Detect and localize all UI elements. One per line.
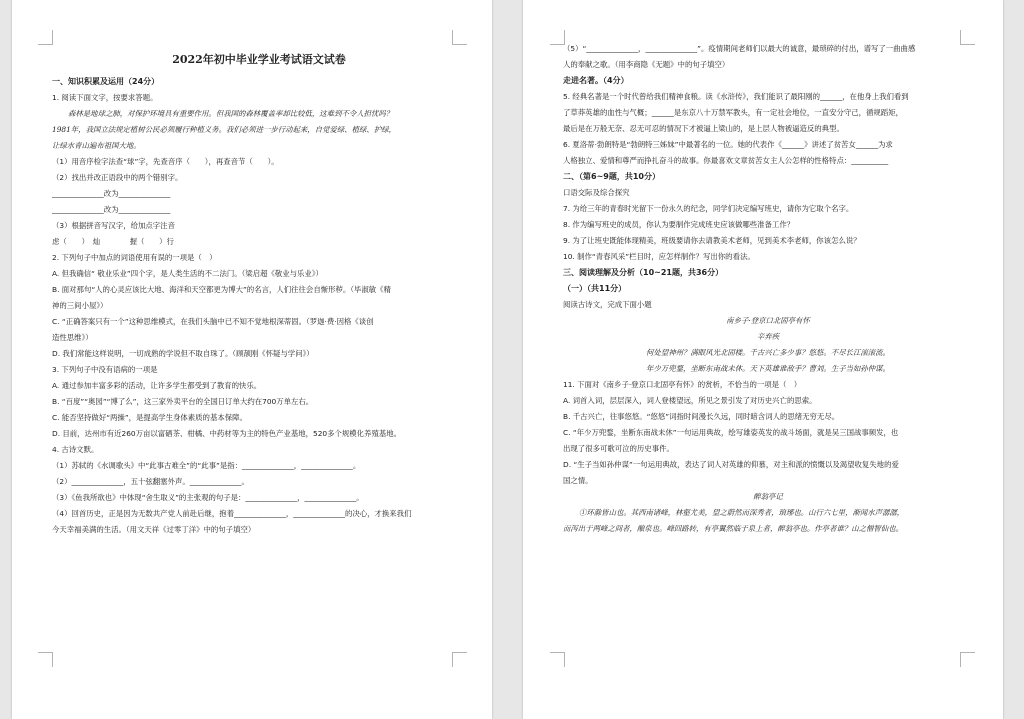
section-heading: 二、（第6~9题，共10分） [563,172,660,181]
passage-line: 让绿水青山遍布祖国大地。 [52,141,141,150]
option-b: B. 面对那句“人的心灵应该比大地、海洋和天空都更为博大”的名言，人们往往会自惭形秽。（毕淑敏《精 [52,285,391,294]
sub-question: （2）______________，五十弦翻塞外声。______________。 [52,477,249,486]
answer-blank-line: ______________改为______________ [52,205,171,214]
poem-author: 辛弃疾 [756,332,780,341]
essay-title: 醉翁亭记 [753,492,783,501]
option-d: D. 目前，达州市有近260万亩以富硒茶、柑橘、中药材等为主的特色产业基地，520多个规模化养殖基地。 [52,429,402,438]
sub-question-cont: 今天幸福美满的生活。（用文天祥《过零丁洋》中的句子填空） [52,525,256,534]
question-6: 6. 夏洛蒂·勃朗特是“勃朗特三姊妹”中最著名的一位。她的代表作《______》讲述了贫苦女______为求 [563,140,893,149]
option-c: C. 能否坚持做好“两操”，是提高学生身体素质的基本保障。 [52,413,247,422]
margin-mark-bottom-left [550,652,565,667]
option-d: D. “生子当如孙仲谋”一句运用典故，表达了词人对英雄的仰慕，对主和派的愤慨以及渴望收复失地的爱 [563,460,899,469]
question-1: 1. 阅读下面文字，按要求答题。 [52,93,158,102]
question-2: 2. 下列句子中加点的词语使用有误的一项是（ ） [52,253,217,262]
passage-line: 1981年，我国立法规定植树公民必须履行种植义务。我们必须进一步行动起来，自觉爱绿、植绿、护绿， [52,125,397,134]
option-b: B. “百度”“奥园”“博了么”，这三家外卖平台的全国日订单大约在700万单左右。 [52,397,314,406]
page-right [523,0,1003,719]
sub-question: （1）苏轼的《水调歌头》中“此事古难全”的“此事”是指：______________，______________。 [52,461,361,470]
sub-question: （5）“______________，______________”。疫情期间老师们以最大的诚意，最琐碎的付出，谱写了一曲曲感 [563,44,916,53]
page-left [12,0,492,719]
option-d: D. 我们常能这样说明，一切成熟的学说但不取自珠了。（顾颉刚《怀疑与学问》） [52,349,314,358]
poem-line: 何处望神州？满眼风光北固楼。千古兴亡多少事？悠悠。不尽长江滚滚流。 [646,348,890,357]
section-heading: 一、知识积累及运用（24分） [52,77,160,86]
question-10: 10. 制作“青春风采”栏目时，应怎样制作？写出你的看法。 [563,252,755,261]
question-5-cont: 最后是在万般无奈、忍无可忍的情况下才被逼上梁山的，是上层人物被逼造反的典型。 [563,124,844,133]
document-title: 2022年初中毕业学业考试语文试卷 [172,53,346,66]
option-a: A. 但我确信“ 敬业乐业”四个字，是人类生活的不二法门。（梁启超《敬业与乐业》） [52,269,323,278]
option-b-cont: 神的三间小屋》） [52,301,108,310]
option-c: C. “年少万兜鍪，坐断东南战未休”一句运用典故，绘写雄姿英发的战斗场面，就是吴三国战事频发，也 [563,428,899,437]
sub-question: （2）找出并改正语段中的两个错别字。 [52,173,183,182]
sub-question: （1）用音序检字法查“球”字，先查音序（ ），再查音节（ ）。 [52,157,279,166]
poem-line: 年少万兜鍪，坐断东南战未休。天下英雄谁敌手？曹刘。生子当如孙仲谋。 [646,364,890,373]
sub-question: （3）《鱼我所欲也》中体现“舍生取义”的主张观的句子是：______________，______________。 [52,493,364,502]
sub-question-cont: 人的奉献之歌。（用李商隐《无题》中的句子填空） [563,60,730,69]
essay-line: 而泻出于两峰之间者，酿泉也。峰回路转，有亭翼然临于泉上者，醉翁亭也。作亭者谁？山之僧智仙也。 [563,524,903,533]
answer-blank-line: ______________改为______________ [52,189,171,198]
sub-question: （3）根据拼音写汉字，给加点字注音 [52,221,175,230]
poem-title: 南乡子·登京口北固亭有怀 [726,316,810,325]
passage-line: 森林是地球之肺，对保护环境具有重要作用。但我国的森林覆盖率却比较低，这难到不令人担忧吗？ [68,109,394,118]
option-b: B. 千古兴亡，往事悠悠。“悠悠”词指时间漫长久远，同时暗含词人的思绪无穷无尽。 [563,412,840,421]
margin-mark-bottom-right [452,652,467,667]
sub-question: （4）回首历史，正是因为无数共产党人前赴后继，抱着______________，______________的决心，才换来我们 [52,509,412,518]
question-11: 11. 下面对《南乡子·登京口北固亭有怀》的赏析，不恰当的一项是（ ） [563,380,802,389]
question-3: 3. 下列句子中没有语病的一项是 [52,365,158,374]
instruction: 阅读古诗文，完成下面小题 [563,300,652,309]
question-5-cont: 了草莽英雄的血性与气概；______是东京八十万禁军教头，有一定社会地位，一直安分守己，循规蹈矩， [563,108,903,117]
margin-mark-top-left [38,30,53,45]
option-a: A. 通过参加丰富多彩的活动，让许多学生都受到了教育的快乐。 [52,381,262,390]
option-c-cont: 造性思维》） [52,333,93,342]
section-heading: 三、阅读理解及分析（10~21题，共36分） [563,268,724,277]
page-right-content [563,41,973,537]
question-9: 9. 为了让班史既能体现精美，班级要请你去请教美术老师，见到美术李老师，你该怎么说？ [563,236,861,245]
question-8: 8. 作为编写班史的成员，你认为要制作完成班史应该做哪些准备工作？ [563,220,795,229]
option-c: C. “正确答案只有一个”这种思维模式，在我们头脑中已不知不觉地根深蒂固。（罗迦·费·因格《谈创 [52,317,374,326]
margin-mark-bottom-right [960,652,975,667]
section-heading: 走进名著。（4分） [563,76,629,85]
question-5: 5. 经典名著是一个时代曾给我们精神食粮。读《水浒传》，我们能识了最阳刚的______，在他身上我们看到 [563,92,909,101]
question-4: 4. 古诗文默。 [52,445,99,454]
essay-line: ①环滁皆山也。其西南诸峰，林壑尤美，望之蔚然而深秀者，琅琊也。山行六七里，渐闻水声潺潺， [579,508,905,517]
pinyin-answer-line: 虑（ ） 灿 握（ ）行 [52,237,174,246]
question-7: 7. 为给三年的青春时光留下一份永久的纪念，同学们决定编写班史，请你为它取个名字。 [563,204,854,213]
margin-mark-bottom-left [38,652,53,667]
page-left-content [52,42,466,538]
question-6-cont: 人格独立、爱情和尊严而挣扎奋斗的故事。你最喜欢文章贫苦女主人公怎样的性格特点：__________ [563,156,889,165]
option-d-cont: 国之情。 [563,476,593,485]
subsection-heading: （一）（共11分） [563,284,627,293]
option-c-cont: 出现了很多可歌可泣的历史事件。 [563,444,674,453]
option-a: A. 词首入词，层层深入，词人登楼望远，所见之景引发了对历史兴亡的思索。 [563,396,817,405]
subsection-label: 口语交际及综合探究 [563,188,630,197]
